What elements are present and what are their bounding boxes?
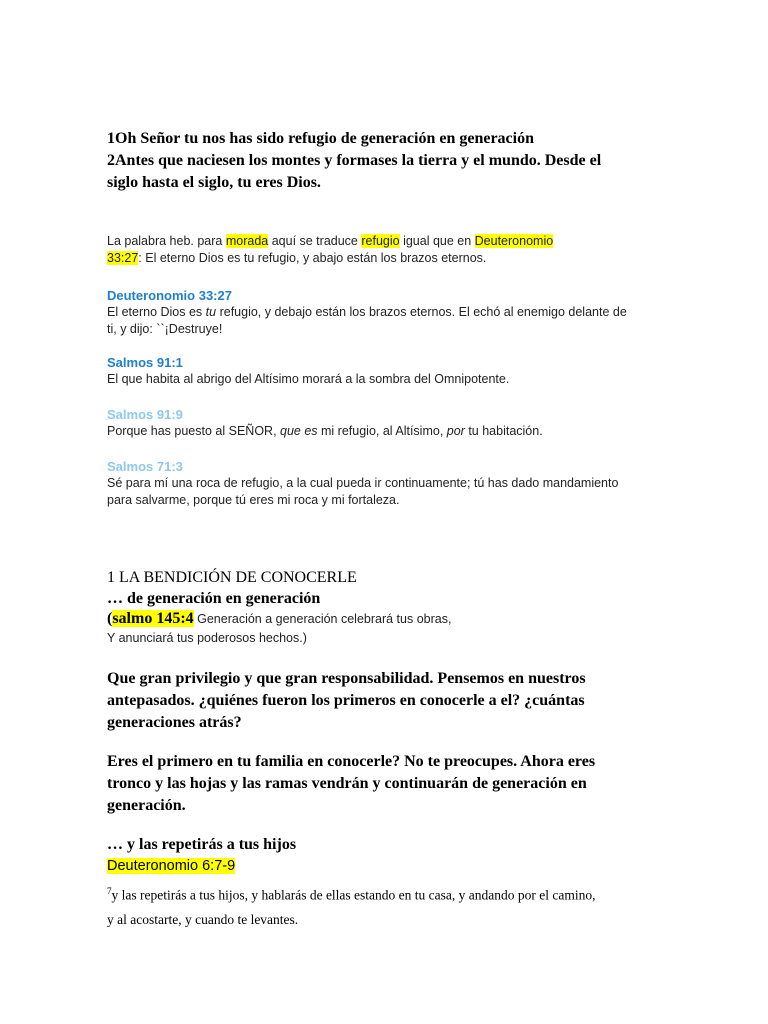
ref-text-salmos-91-9 [107, 423, 543, 440]
ref-text-salmos-91-1: El que habita al abrigo del Altísimo morará a la sombra del Omnipotente. [107, 372, 510, 386]
ref-text: Sé para mí una roca de refugio, a la cual pueda ir continuamente; tú has dado mandamiento [107, 476, 619, 490]
highlight-deuteronomio: Deuteronomio [474, 234, 554, 248]
deuteronomio-6-ref[interactable] [107, 856, 235, 876]
ref-text-salmos-71-3 [107, 475, 667, 509]
verse-line-1: y las repetirás a tus hijos, y hablarás de ellas estando en tu casa, y andando por el camino, [111, 887, 596, 903]
psalm-verse-1: 1Oh Señor tu nos has sido refugio de generación en generación [107, 130, 534, 147]
ref-text-italic: tu [205, 305, 217, 319]
highlight-33-27: 33:27 [107, 251, 139, 265]
note-text: : El eterno Dios es tu refugio, y abajo están los brazos eternos. [138, 251, 487, 265]
ref-deuteronomio-33-27[interactable]: Deuteronomio 33:27 [107, 288, 232, 303]
ref-text: mi refugio, al Altísimo, [317, 424, 447, 438]
ref-text: Porque has puesto al SEÑOR, [107, 424, 281, 438]
paren-open: ( [107, 610, 113, 627]
section-subheading: … de generación en generación [107, 590, 321, 607]
psalm-verse-2: 2Antes que naciesen los montes y formases la tierra y el mundo. Desde el [107, 152, 602, 169]
deuteronomio-6-verse [107, 879, 687, 932]
paragraph-1-line-2: antepasados. ¿quiénes fueron los primeros en conocerle a el? ¿cuántas [107, 692, 585, 709]
salmo-145-quote [107, 610, 451, 628]
ref-salmos-91-1[interactable]: Salmos 91:1 [107, 355, 183, 370]
highlight-morada: morada [225, 234, 269, 248]
salmo-145-ref[interactable]: salmo 145:4 [112, 610, 194, 627]
salmo-145-text-cont: Y anunciará tus poderosos hechos.) [107, 631, 307, 645]
deuteronomio-6-7-9[interactable]: Deuteronomio 6:7-9 [107, 858, 236, 874]
psalm-verse-2-cont: siglo hasta el siglo, tu eres Dios. [107, 174, 321, 191]
subheading-repetiras: … y las repetirás a tus hijos [107, 836, 297, 853]
hebrew-note [107, 233, 667, 267]
highlight-refugio: refugio [361, 234, 400, 248]
ref-text: ti, y dijo: ``¡Destruye! [107, 322, 223, 336]
paragraph-2-line-3: generación. [107, 797, 186, 814]
ref-text-italic: que es [280, 424, 318, 438]
salmo-145-text: Generación a generación celebrará tus obras, [193, 612, 452, 626]
ref-salmos-91-9[interactable]: Salmos 91:9 [107, 407, 183, 422]
ref-text: tu habitación. [464, 424, 543, 438]
paragraph-2-line-1: Eres el primero en tu familia en conocerle? No te preocupes. Ahora eres [107, 753, 596, 770]
ref-text: para salvarme, porque tú eres mi roca y mi fortaleza. [107, 493, 400, 507]
note-text: igual que en [399, 234, 475, 248]
ref-text-italic: por [446, 424, 465, 438]
paragraph-1-line-1: Que gran privilegio y que gran responsabilidad. Pensemos en nuestros [107, 670, 586, 687]
paragraph-2-line-2: tronco y las hojas y las ramas vendrán y continuarán de generación en [107, 775, 587, 792]
ref-text-deuteronomio-33-27 [107, 304, 667, 338]
ref-salmos-71-3[interactable]: Salmos 71:3 [107, 459, 183, 474]
note-text: La palabra heb. para [107, 234, 226, 248]
verse-number: 7 [107, 886, 112, 896]
verse-line-2: y al acostarte, y cuando te levantes. [107, 911, 299, 927]
ref-text: refugio, y debajo están los brazos eternos. El echó al enemigo delante de [216, 305, 627, 319]
note-text: aquí se traduce [268, 234, 362, 248]
section-heading: 1 LA BENDICIÓN DE CONOCERLE [107, 569, 357, 586]
ref-text: El eterno Dios es [107, 305, 206, 319]
paragraph-1-line-3: generaciones atrás? [107, 714, 242, 731]
